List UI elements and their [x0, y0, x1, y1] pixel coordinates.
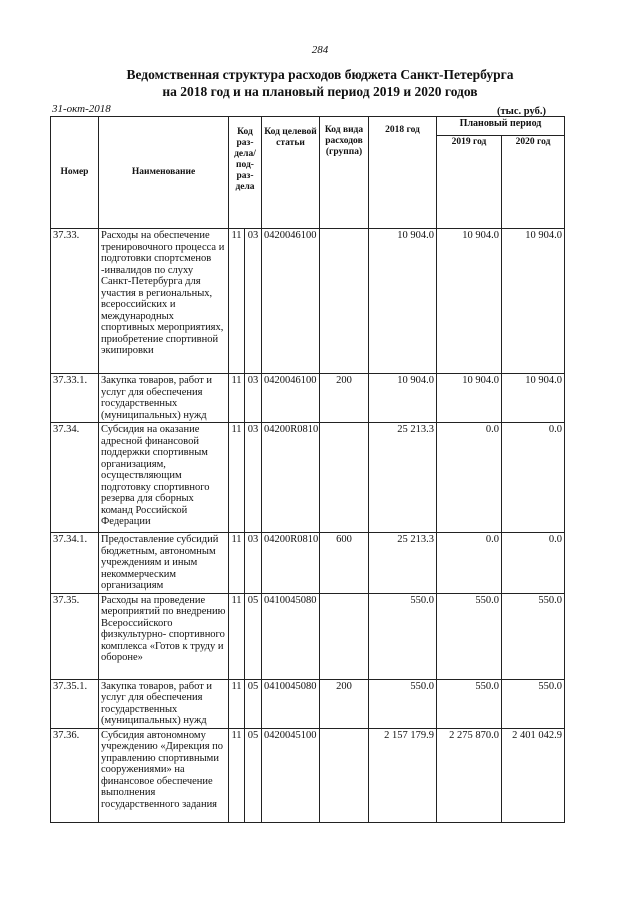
budget-table — [50, 116, 565, 823]
row-amount-2019: 2 275 870.0 — [437, 728, 502, 822]
row-name: Закупка товаров, работ и услуг для обеспечения государственных (муниципальных) нужд — [99, 679, 229, 728]
document-title — [60, 66, 580, 100]
row-target-code: 0420046100 — [262, 229, 320, 374]
table-row — [51, 229, 565, 374]
table-row — [51, 374, 565, 423]
row-name: Субсидия на оказание адресной финансовой поддержки спортивным организациям, осуществляющим подготовку спортивного резерва для сборных команд Российской Федерации — [99, 423, 229, 533]
row-amount-2018: 25 213.3 — [369, 533, 437, 594]
row-target-code: 04200R0810 — [262, 533, 320, 594]
header-2018: 2018 год — [369, 117, 437, 229]
row-amount-2019: 550.0 — [437, 679, 502, 728]
row-number: 37.36. — [51, 728, 99, 822]
row-number: 37.35. — [51, 593, 99, 679]
table-row — [51, 679, 565, 728]
row-amount-2019: 0.0 — [437, 423, 502, 533]
header-2020: 2020 год — [502, 136, 565, 229]
row-amount-2020: 10 904.0 — [502, 229, 565, 374]
row-target-code: 0410045080 — [262, 593, 320, 679]
row-name: Расходы на обеспечение тренировочного процесса и подготовки спортсменов -инвалидов по слуху Санкт-Петербурга для участия в региональных, всероссийских и международных спортивных мероприятиях, приобретение спортивной экипировки — [99, 229, 229, 374]
row-subsection: 05 — [245, 679, 262, 728]
row-name: Предоставление субсидий бюджетным, автономным учреждениям и иным некоммерческим организациям — [99, 533, 229, 594]
row-section: 11 — [229, 229, 245, 374]
header-expense-type: Код вида расходов (группа) — [320, 117, 369, 229]
row-amount-2018: 2 157 179.9 — [369, 728, 437, 822]
row-target-code: 0420045100 — [262, 728, 320, 822]
row-subsection: 03 — [245, 229, 262, 374]
row-amount-2018: 550.0 — [369, 679, 437, 728]
row-expense-type — [320, 593, 369, 679]
row-number: 37.34.1. — [51, 533, 99, 594]
row-name: Закупка товаров, работ и услуг для обеспечения государственных (муниципальных) нужд — [99, 374, 229, 423]
row-amount-2018: 550.0 — [369, 593, 437, 679]
row-expense-type — [320, 423, 369, 533]
row-subsection: 03 — [245, 374, 262, 423]
row-subsection: 03 — [245, 533, 262, 594]
row-number: 37.34. — [51, 423, 99, 533]
row-amount-2019: 0.0 — [437, 533, 502, 594]
row-section: 11 — [229, 374, 245, 423]
document-date: 31-окт-2018 — [52, 103, 111, 115]
row-amount-2019: 550.0 — [437, 593, 502, 679]
table-row — [51, 423, 565, 533]
row-amount-2020: 0.0 — [502, 533, 565, 594]
title-line-2: на 2018 год и на плановый период 2019 и 2020 годов — [162, 84, 478, 99]
row-section: 11 — [229, 533, 245, 594]
row-expense-type: 600 — [320, 533, 369, 594]
header-2019: 2019 год — [437, 136, 502, 229]
row-amount-2020: 10 904.0 — [502, 374, 565, 423]
row-expense-type: 200 — [320, 679, 369, 728]
row-name: Расходы на проведение мероприятий по внедрению Всероссийского физкультурно- спортивного комплекса «Готов к труду и обороне» — [99, 593, 229, 679]
row-expense-type — [320, 728, 369, 822]
row-amount-2018: 25 213.3 — [369, 423, 437, 533]
row-subsection: 05 — [245, 728, 262, 822]
row-amount-2019: 10 904.0 — [437, 374, 502, 423]
row-amount-2020: 0.0 — [502, 423, 565, 533]
header-target: Код целевой статьи — [262, 117, 320, 229]
row-amount-2018: 10 904.0 — [369, 229, 437, 374]
row-section: 11 — [229, 423, 245, 533]
row-target-code: 04200R0810 — [262, 423, 320, 533]
page-number: 284 — [311, 44, 329, 56]
row-number: 37.35.1. — [51, 679, 99, 728]
row-amount-2020: 2 401 042.9 — [502, 728, 565, 822]
header-number: Номер — [51, 117, 99, 229]
header-section: Код раз- дела/ под- раз- дела — [229, 117, 262, 229]
row-amount-2020: 550.0 — [502, 679, 565, 728]
row-subsection: 03 — [245, 423, 262, 533]
row-target-code: 0410045080 — [262, 679, 320, 728]
units-label: (тыс. руб.) — [497, 106, 546, 117]
header-name: Наименование — [99, 117, 229, 229]
row-expense-type: 200 — [320, 374, 369, 423]
row-expense-type — [320, 229, 369, 374]
row-target-code: 0420046100 — [262, 374, 320, 423]
row-amount-2020: 550.0 — [502, 593, 565, 679]
table-row — [51, 593, 565, 679]
row-subsection: 05 — [245, 593, 262, 679]
header-planned-period: Плановый период — [437, 117, 565, 136]
row-number: 37.33.1. — [51, 374, 99, 423]
title-line-1: Ведомственная структура расходов бюджета Санкт-Петербурга — [126, 67, 514, 82]
table-row — [51, 533, 565, 594]
row-section: 11 — [229, 593, 245, 679]
table-row — [51, 728, 565, 822]
row-amount-2019: 10 904.0 — [437, 229, 502, 374]
row-section: 11 — [229, 728, 245, 822]
row-number: 37.33. — [51, 229, 99, 374]
row-name: Субсидия автономному учреждению «Дирекция по управлению спортивными сооружениями» на финансовое обеспечение выполнения государственного задания — [99, 728, 229, 822]
row-section: 11 — [229, 679, 245, 728]
row-amount-2018: 10 904.0 — [369, 374, 437, 423]
